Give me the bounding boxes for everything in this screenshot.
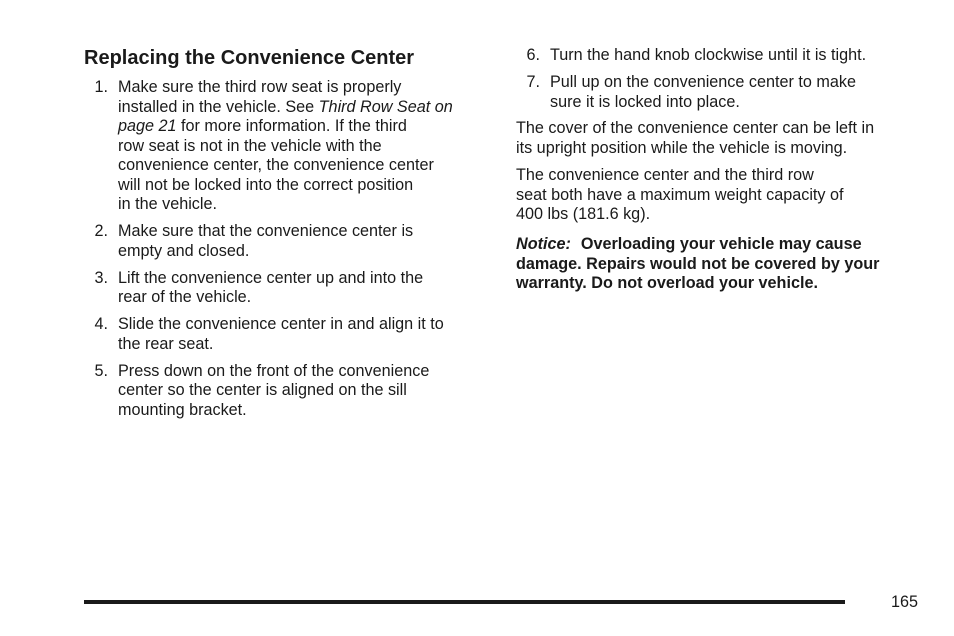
- step-line: mounting bracket.: [118, 400, 247, 419]
- step-line: Pull up on the convenience center to make: [550, 73, 856, 91]
- step-number: 3.: [94, 268, 108, 287]
- step-line: sure it is locked into place.: [550, 92, 740, 111]
- notice-paragraph: [516, 235, 926, 294]
- step-line: center so the center is aligned on the sill: [118, 381, 407, 399]
- list-item-step-4: [84, 315, 494, 354]
- paragraph-line: The convenience center and the third row: [516, 166, 814, 184]
- step-number: 1.: [94, 78, 108, 96]
- list-item-step-1: [84, 78, 494, 215]
- step-line: row seat is not in the vehicle with the: [118, 136, 382, 155]
- step-text: [118, 315, 490, 354]
- cross-reference-link: Third Row Seat on: [318, 97, 453, 116]
- paragraph-line: seat both have a maximum weight capacity of: [516, 185, 844, 204]
- step-number: 5.: [94, 361, 108, 380]
- paragraph-line: damage. Repairs would not be covered by your: [516, 254, 880, 273]
- capacity-paragraph: [516, 166, 926, 225]
- step-text: [118, 78, 490, 215]
- cross-reference-link: page 21: [118, 117, 177, 135]
- step-number: 2.: [94, 222, 108, 240]
- paragraph-line: 400 lbs (181.6 kg).: [516, 205, 651, 223]
- page-number: 165: [890, 593, 918, 611]
- cover-paragraph: [516, 119, 926, 158]
- step-text: [118, 362, 490, 421]
- paragraph-line: its upright position while the vehicle is moving.: [516, 138, 848, 157]
- step-text: [550, 46, 922, 66]
- step-text: [118, 269, 490, 308]
- step-line: in the vehicle.: [118, 195, 217, 213]
- step-line: installed in the vehicle. See Third Row Seat on: [118, 97, 453, 116]
- steps-list-right: [516, 46, 926, 120]
- step-line: Press down on the front of the convenience: [118, 361, 430, 380]
- step-line: rear of the vehicle.: [118, 288, 252, 306]
- list-item-step-3: [84, 269, 494, 308]
- step-line: Turn the hand knob clockwise until it is tight.: [550, 46, 867, 64]
- step-line: Lift the convenience center up and into the: [118, 268, 424, 287]
- paragraph-line: The cover of the convenience center can be left in: [516, 119, 875, 137]
- list-item-step-6: [516, 46, 926, 66]
- list-item-step-7: [516, 73, 926, 112]
- paragraph-line: warranty. Do not overload your vehicle.: [516, 274, 818, 292]
- section-heading: Replacing the Convenience Center: [84, 47, 415, 69]
- step-line: the rear seat.: [118, 334, 214, 353]
- step-number: 4.: [94, 315, 108, 333]
- footer-rule: [84, 600, 845, 604]
- step-text: [118, 222, 490, 261]
- step-line: empty and closed.: [118, 241, 250, 260]
- step-line: Make sure the third row seat is properly: [118, 78, 402, 96]
- list-item-step-2: [84, 222, 494, 261]
- step-number: 6.: [526, 46, 540, 64]
- steps-list-left: [84, 78, 494, 428]
- step-number: 7.: [526, 73, 540, 91]
- notice-label: Notice:: [516, 235, 571, 253]
- paragraph-line: Notice: Overloading your vehicle may cause: [516, 235, 862, 253]
- list-item-step-5: [84, 362, 494, 421]
- step-line: page 21 for more information. If the third: [118, 117, 407, 135]
- step-line: will not be locked into the correct position: [118, 175, 414, 194]
- step-line: convenience center, the convenience center: [118, 156, 434, 174]
- step-line: Slide the convenience center in and align it to: [118, 315, 444, 333]
- step-text: [550, 73, 922, 112]
- step-line: Make sure that the convenience center is: [118, 222, 414, 240]
